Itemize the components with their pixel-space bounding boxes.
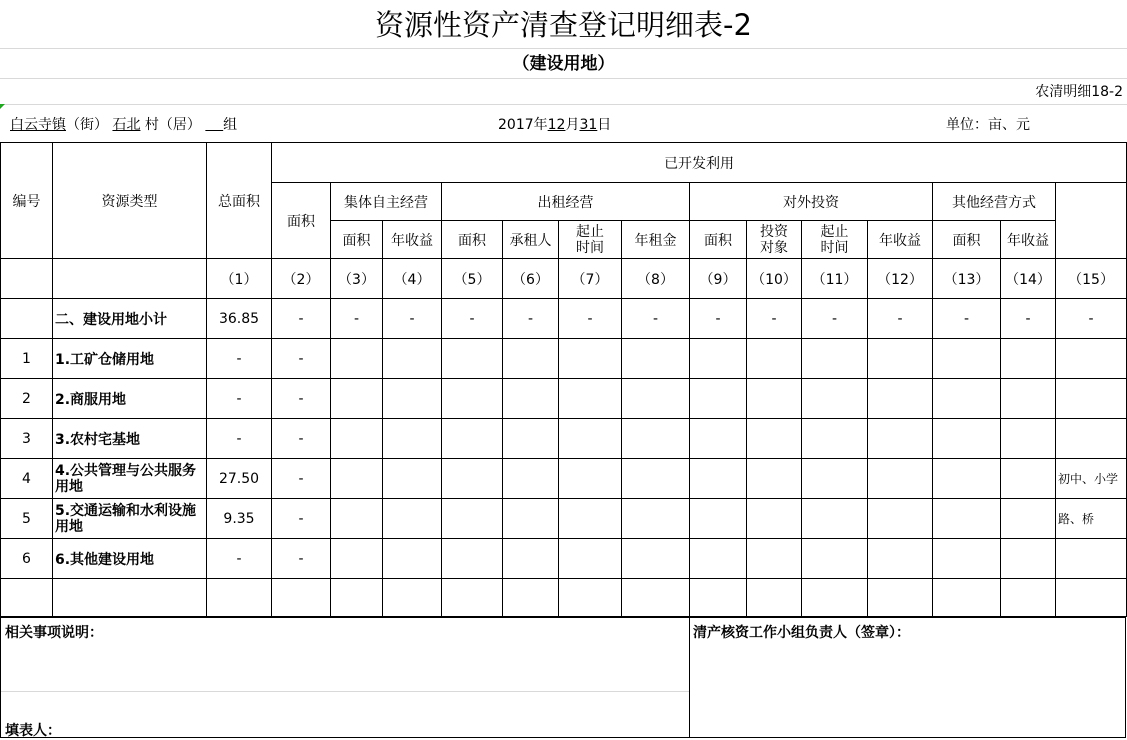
- table-row: [1, 339, 1127, 379]
- date-month-suffix: 月: [565, 117, 580, 133]
- header-num: 编号: [1, 143, 53, 259]
- header-other-area: 面积: [933, 221, 1001, 259]
- unit-label: 单位：亩、元: [946, 117, 1030, 133]
- date-month: 12: [547, 117, 566, 133]
- date-year: 2017: [498, 117, 534, 133]
- date-day: 31: [579, 117, 598, 133]
- header-lessee: 承租人: [503, 221, 559, 259]
- header-other-income: 年收益: [1001, 221, 1056, 259]
- header-self-income: 年收益: [383, 221, 442, 259]
- subtotal-value: -: [933, 299, 1001, 339]
- row-num: 4: [1, 459, 53, 499]
- town-suffix: （街）: [66, 117, 108, 133]
- row-type: 3.农村宅基地: [53, 419, 207, 459]
- header-self-operated: 集体自主经营: [331, 183, 442, 221]
- leader-signature-label: 清产核资工作小组负责人（签章）：: [693, 625, 910, 641]
- row-area: -: [272, 539, 331, 579]
- header-type: 资源类型: [53, 143, 207, 259]
- inventory-table: [0, 142, 1127, 617]
- row-total: -: [207, 339, 272, 379]
- header-developed-area: 面积: [272, 183, 331, 259]
- row-area: -: [272, 379, 331, 419]
- town-name: 白云寺镇: [10, 117, 66, 133]
- row-total: -: [207, 419, 272, 459]
- header-rent: 年租金: [622, 221, 690, 259]
- date-year-suffix: 年: [533, 117, 548, 133]
- footer-divider: [689, 618, 690, 737]
- row-total: -: [207, 379, 272, 419]
- subtotal-value: -: [383, 299, 442, 339]
- index-cell: （15）: [1056, 259, 1127, 299]
- row-num: 3: [1, 419, 53, 459]
- header-lease: 出租经营: [442, 183, 690, 221]
- header-other: 其他经营方式: [933, 183, 1056, 221]
- header-inv-period: [802, 221, 868, 259]
- page-subtitle: （建设用地）: [512, 54, 615, 74]
- row-area: -: [272, 499, 331, 539]
- village-name: 石北: [112, 117, 141, 133]
- row-num: 2: [1, 379, 53, 419]
- row-remark: [1056, 539, 1127, 579]
- index-cell: （6）: [503, 259, 559, 299]
- row-num: 6: [1, 539, 53, 579]
- header-inv-period-text: 起止时间: [820, 223, 849, 256]
- index-cell: （2）: [272, 259, 331, 299]
- subtotal-value: -: [802, 299, 868, 339]
- date-line: [498, 114, 611, 136]
- filler-label: 填表人：: [5, 723, 61, 739]
- row-remark: 初中、小学: [1056, 459, 1127, 499]
- subtotal-value: -: [503, 299, 559, 339]
- cell-comment-marker: [0, 104, 5, 109]
- row-num: 1: [1, 339, 53, 379]
- date-day-suffix: 日: [597, 117, 612, 133]
- subtotal-value: 36.85: [207, 299, 272, 339]
- table-row: [1, 539, 1127, 579]
- footer-grid-line: [1, 691, 689, 692]
- form-code: 农清明细18-2: [1035, 84, 1123, 100]
- row-remark: [1056, 379, 1127, 419]
- row-type: 2.商服用地: [53, 379, 207, 419]
- header-lease-period: [559, 221, 622, 259]
- index-cell: （7）: [559, 259, 622, 299]
- index-cell: （14）: [1001, 259, 1056, 299]
- header-investment: 对外投资: [690, 183, 933, 221]
- row-total: 9.35: [207, 499, 272, 539]
- row-total: -: [207, 539, 272, 579]
- index-cell-blank: [53, 259, 207, 299]
- location-line: [10, 114, 237, 136]
- index-cell: （9）: [690, 259, 747, 299]
- header-inv-area: 面积: [690, 221, 747, 259]
- table-row-empty: [1, 579, 1127, 617]
- row-area: -: [272, 339, 331, 379]
- group-blank: [205, 117, 223, 133]
- row-remark: [1056, 419, 1127, 459]
- row-total: 27.50: [207, 459, 272, 499]
- row-type: 5.交通运输和水利设施用地: [53, 499, 207, 539]
- header-self-area: 面积: [331, 221, 383, 259]
- row-area: -: [272, 459, 331, 499]
- index-cell: （10）: [747, 259, 802, 299]
- grid-line: [0, 48, 1127, 49]
- subtotal-value: -: [1056, 299, 1127, 339]
- subtotal-value: -: [559, 299, 622, 339]
- subtotal-value: -: [272, 299, 331, 339]
- index-cell: （5）: [442, 259, 503, 299]
- row-area: -: [272, 419, 331, 459]
- village-suffix: 村（居）: [144, 117, 201, 133]
- index-cell: （3）: [331, 259, 383, 299]
- column-index-row: [1, 259, 1127, 299]
- table-row: [1, 499, 1127, 539]
- subtotal-num: [1, 299, 53, 339]
- header-lease-period-text: 起止时间: [576, 223, 604, 256]
- subtotal-value: -: [747, 299, 802, 339]
- table-row: [1, 459, 1127, 499]
- row-remark: 路、桥: [1056, 499, 1127, 539]
- subtotal-value: -: [690, 299, 747, 339]
- header-inv-target-text: 投资对象: [760, 223, 788, 256]
- grid-line: [0, 78, 1127, 79]
- header-total-area: 总面积: [207, 143, 272, 259]
- header-inv-target: [747, 221, 802, 259]
- row-type: 1.工矿仓储用地: [53, 339, 207, 379]
- table-row: [1, 419, 1127, 459]
- subtotal-label: 二、建设用地小计: [53, 299, 207, 339]
- subtotal-value: -: [1001, 299, 1056, 339]
- index-cell-blank: [1, 259, 53, 299]
- row-type: 6.其他建设用地: [53, 539, 207, 579]
- row-type: 4.公共管理与公共服务用地: [53, 459, 207, 499]
- row-remark: [1056, 339, 1127, 379]
- index-cell: （11）: [802, 259, 868, 299]
- row-num: 5: [1, 499, 53, 539]
- table-row: [1, 379, 1127, 419]
- group-suffix: 组: [223, 117, 238, 133]
- subtotal-value: -: [331, 299, 383, 339]
- notes-label: 相关事项说明：: [5, 625, 103, 641]
- footer-section: [0, 617, 1126, 738]
- subtotal-value: -: [622, 299, 690, 339]
- header-developed: 已开发利用: [272, 143, 1127, 183]
- index-cell: （4）: [383, 259, 442, 299]
- header-lease-area: 面积: [442, 221, 503, 259]
- grid-line: [0, 104, 1127, 105]
- index-cell: （1）: [207, 259, 272, 299]
- subtotal-value: -: [868, 299, 933, 339]
- header-inv-income: 年收益: [868, 221, 933, 259]
- index-cell: （12）: [868, 259, 933, 299]
- page-title: 资源性资产清查登记明细表-2: [375, 8, 752, 42]
- subtotal-row: [1, 299, 1127, 339]
- index-cell: （8）: [622, 259, 690, 299]
- subtotal-value: -: [442, 299, 503, 339]
- index-cell: （13）: [933, 259, 1001, 299]
